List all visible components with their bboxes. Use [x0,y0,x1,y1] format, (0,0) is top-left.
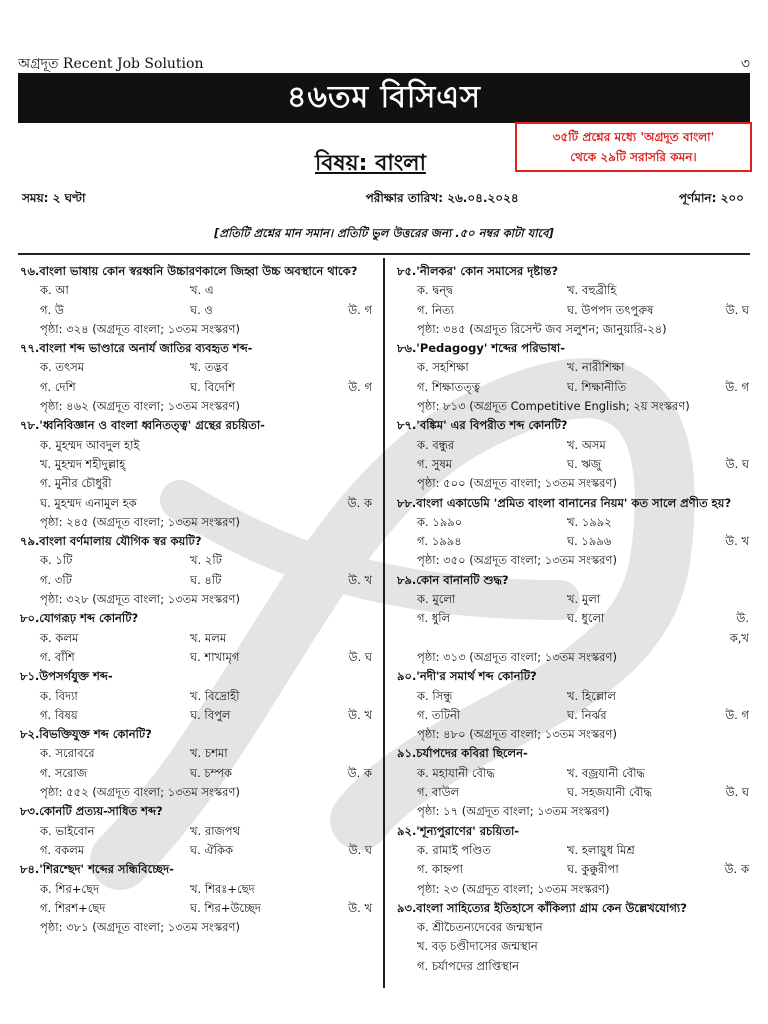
answer-label [717,841,749,860]
column-divider [383,258,385,988]
answer-label [717,358,749,377]
option-a: গ. ১৯৯৪ [417,534,462,549]
option-a: গ. শিরশ+ছেদ [40,900,106,915]
question-text: ৮৩.কোনটি প্রত্যয়-সাধিত শব্দ? [20,804,163,819]
option-a: ক. বন্ধুর [417,437,455,452]
right-column [397,262,749,976]
option-row [397,436,749,455]
option-b: খ. নারীশিক্ষা [567,360,625,375]
option-a: ক. ১টি [40,553,73,568]
option-row [397,764,749,783]
option-a: গ. ৩টি [40,572,72,587]
option-a: ক. সিন্ধু [417,688,453,703]
option-b: ঘ. ও [190,302,213,317]
option-row [20,358,372,377]
option-row [397,687,749,706]
source-reference: পৃষ্ঠা: ২৩ (অগ্রদূত বাংলা; ১৩তম সংস্করণ) [417,881,610,896]
answer-label: উ. ক [347,495,372,510]
answer-label [717,436,749,455]
option-row [397,706,749,725]
option-b: খ. শিরঃ+ছেদ [190,881,255,896]
question-text: ৮৬.'Pedagogy' শব্দের পরিভাষা- [397,341,566,356]
question-text: ৮০.যোগরূঢ় শব্দ কোনটি? [20,611,139,626]
question-block [20,339,372,416]
question-text: ৮৭.'বঙ্কিম' এর বিপরীত শব্দ কোনটি? [397,418,568,433]
option-a: গ. নিত্য [417,302,454,317]
answer-label [340,744,372,763]
question-text: ৭৯.বাংলা বর্ণমালায় যৌগিক স্বর কয়টি? [20,534,202,549]
option-a: ক. মহাযানী বৌদ্ধ [417,765,495,780]
option-a: গ. বিষয় [40,707,78,722]
question-text: ৮২.বিভক্তিযুক্ত শব্দ কোনটি? [20,727,152,742]
option-b: ঘ. ধুলো [567,611,605,626]
option-row [20,822,372,841]
source-reference: পৃষ্ঠা: ৩১৩ (অগ্রদূত বাংলা; ১৩তম সংস্করণ) [417,649,617,664]
source-reference: পৃষ্ঠা: ৫০০ (অগ্রদূত বাংলা; ১৩তম সংস্করণ) [417,476,617,491]
answer-label: উ. ঘ [348,649,372,664]
question-block [397,822,749,899]
answer-label [717,687,749,706]
source-reference: পৃষ্ঠা: ৩৫০ (অগ্রদূত বাংলা; ১৩তম সংস্করণ) [417,553,617,568]
option-row [20,571,372,590]
option-a: গ. ধুলি [417,611,451,626]
question-text: ৭৮.'ধ্বনিবিজ্ঞান ও বাংলা ধ্বনিতত্ত্ব' গ্রন্থের রচয়িতা- [20,418,265,433]
answer-label [717,281,749,300]
option-b: খ. মলম [190,630,227,645]
question-block [397,416,749,493]
option-b: ঘ. সহজযানী বৌদ্ধ [567,785,652,800]
left-column [20,262,372,937]
promo-line-2: থেকে ২৯টি সরাসরি কমন। [570,150,697,164]
source-reference: পৃষ্ঠা: ৫৫২ (অগ্রদূত বাংলা; ১৩তম সংস্করণ) [40,785,240,800]
question-block [20,262,372,339]
option-a: ঘ. মুহম্মদ এনামুল হক [40,495,137,510]
exam-marks: পূর্ণমান: ২০০ [678,191,744,205]
answer-label: উ. গ [348,379,372,394]
question-text: ৮১.উপসর্গযুক্ত শব্দ- [20,669,113,684]
option-a: ক. তৎসম [40,360,85,375]
option-a: গ. তটিনী [417,707,461,722]
promo-box [515,122,752,172]
answer-label [340,358,372,377]
answer-label: উ. ঘ [725,785,749,800]
option-b [190,494,340,513]
source-reference: পৃষ্ঠা: ৩৮১ (অগ্রদূত বাংলা; ১৩তম সংস্করণ) [40,920,240,935]
option-b: ঘ. ১৯৯৬ [567,534,612,549]
question-block [20,609,372,667]
question-block [397,262,749,339]
header-book-title: অগ্রদূত Recent Job Solution [18,56,204,72]
option-row [20,744,372,763]
question-text: ৭৭.বাংলা শব্দ ভাণ্ডারে অনার্য জাতির ব্যবহৃত শব্দ- [20,341,253,356]
option-b: খ. চশমা [190,746,228,761]
option-a: গ. বাঁশি [40,649,75,664]
exam-time: সময়: ২ ঘণ্টা [22,191,86,205]
option-row [20,551,372,570]
question-text: ৮৪.'শিরশ্ছেদ' শব্দের সন্ধিবিচ্ছেদ- [20,862,174,877]
option-b: ঘ. ৪টি [190,572,222,587]
question-text: ৮৯.কোন বানানটি শুদ্ধ? [397,572,509,587]
option-b: ঘ. বিদেশি [190,379,235,394]
marking-note: [প্রতিটি প্রশ্নের মান সমান। প্রতিটি ভুল উত্তরের জন্য .৫০ নম্বর কাটা যাবে] [214,226,554,240]
exam-date: পরীক্ষার তারিখ: ২৬.০৪.২০২৪ [365,191,519,205]
question-text: ৭৬.বাংলা ভাষায় কোন স্বরধ্বনি উচ্চারণকালে জিহ্বা উচ্চ অবস্থানে থাকে? [20,264,358,278]
option-a: ক. মুলো [417,592,456,607]
source-reference: পৃষ্ঠা: ১৭ (অগ্রদূত বাংলা; ১৩তম সংস্করণ) [417,804,610,819]
option-row [20,494,372,513]
option-row [20,301,372,320]
option-b: ঘ. নির্ঝর [567,707,607,722]
option-row [20,687,372,706]
answer-label [717,590,749,609]
question-block [397,744,749,821]
option-row [20,880,372,899]
exam-title-banner [18,73,750,123]
question-block [397,494,749,571]
answer-label [340,281,372,300]
answer-label: উ. গ [725,379,749,394]
question-block [20,416,372,532]
source-reference: পৃষ্ঠা: ৪৮০ (অগ্রদূত বাংলা; ১৩তম সংস্করণ) [417,727,617,742]
answer-label [717,764,749,783]
option-b: খ. বিদ্রোহী [190,688,240,703]
question-block [20,860,372,937]
source-reference: পৃষ্ঠা: ২৪৫ (অগ্রদূত বাংলা; ১৩তম সংস্করণ) [40,514,240,529]
option-b: ঘ. ঋজু [567,456,602,471]
option-row [397,513,749,532]
option-row [397,841,749,860]
option-b: ঘ. কুক্কুরীপা [567,862,619,877]
question-block [397,339,749,416]
answer-label: উ. ঘ [348,842,372,857]
question-block [20,667,372,725]
option-row [397,378,749,397]
option-b: খ. বহুব্রীহি [567,283,617,298]
option-b: খ. অসম [567,437,606,452]
answer-label: উ. খ [725,534,749,549]
question-block [397,571,749,667]
page-number: ৩ [740,56,750,72]
question-block [20,725,372,802]
option-row [20,281,372,300]
option-b: খ. হলায়ুধ মিশ্র [567,842,635,857]
option-a: ক. ১৯৯০ [417,514,463,529]
option-row [397,301,749,320]
question-text: ৯১.চর্যাপদের কবিরা ছিলেন- [397,746,528,761]
answer-label: উ. ক,খ [729,611,749,645]
exam-title: ৪৬তম বিসিএস [287,79,481,115]
option-line: খ. বড় চণ্ডীদাসের জন্মস্থান [417,939,538,954]
option-a: ক. কলম [40,630,79,645]
question-block [397,899,749,976]
option-b: ঘ. শিক্ষানীতি [567,379,627,394]
source-reference: পৃষ্ঠা: ৪৬২ (অগ্রদূত বাংলা; ১৩তম সংস্করণ) [40,399,240,414]
answer-label [340,687,372,706]
question-block [20,532,372,609]
option-row [20,764,372,783]
option-a: ক. শির+ছেদ [40,881,100,896]
option-line: খ. মুহম্মদ শহীদুল্লাহ্ [40,456,126,471]
source-reference: পৃষ্ঠা: ৩২৪ (অগ্রদূত বাংলা; ১৩তম সংস্করণ) [40,321,240,336]
option-a: গ. দেশি [40,379,76,394]
option-b: খ. এ [190,283,214,298]
option-b: খ. বজ্রযানী বৌদ্ধ [567,765,645,780]
option-line: গ. মুনীর চৌধুরী [40,476,112,491]
question-block [20,802,372,860]
source-reference: পৃষ্ঠা: ৮১৩ (অগ্রদূত Competitive English; ২য় সংস্করণ) [417,399,690,414]
option-b: ঘ. শাখামৃগ [190,649,240,664]
answer-label: উ. খ [348,900,372,915]
answer-label [717,513,749,532]
horizontal-rule [18,253,750,255]
question-text: ৯২.'শূন্যপুরাণের' রচয়িতা- [397,823,520,838]
option-row [397,860,749,879]
option-a: গ. বকলম [40,842,85,857]
option-a: গ. শিক্ষাতত্ত্ব [417,379,481,394]
answer-label: উ. খ [348,572,372,587]
option-row [20,841,372,860]
option-b: ঘ. উপপদ তৎপুরুষ [567,302,654,317]
option-a: ক. ভাইবোন [40,823,95,838]
answer-label [340,822,372,841]
option-b: খ. হিল্লোল [567,688,616,703]
option-row [20,648,372,667]
option-a: ক. দ্বন্দ্ব [417,283,453,298]
option-b: খ. ২টি [190,553,222,568]
subject-heading: বিষয়: বাংলা [315,151,426,176]
answer-label [340,629,372,648]
answer-label: উ. ঘ [725,302,749,317]
option-row [397,281,749,300]
option-line: গ. চর্যাপদের প্রাপ্তিস্থান [417,958,519,973]
option-a: গ. কাহ্নপা [417,862,463,877]
option-a: ক. সরোবরে [40,746,95,761]
option-row [397,783,749,802]
question-text: ৯০.'নদী'র সমার্থ শব্দ কোনটি? [397,669,537,684]
option-row [20,706,372,725]
exam-meta [22,190,744,210]
option-row [397,590,749,609]
answer-label [340,880,372,899]
answer-label: উ. ক [724,862,749,877]
source-reference: পৃষ্ঠা: ৩৪৫ (অগ্রদূত রিসেন্ট জব সলুশন; জানুয়ারি-২৪) [417,321,667,336]
option-row [20,899,372,918]
answer-label: উ. খ [348,707,372,722]
option-a: গ. উ [40,302,64,317]
answer-label [340,551,372,570]
option-a: গ. বাউল [417,785,460,800]
option-b: খ. মুলা [567,592,601,607]
option-row [20,378,372,397]
option-b: খ. তদ্ভব [190,360,229,375]
option-b: ঘ. শির+উচ্ছেদ [190,900,261,915]
question-text: ৮৫.'নীলকর' কোন সমাসের দৃষ্টান্ত? [397,264,559,278]
question-text: ৯৩.বাংলা সাহিত্যের ইতিহাসে কাঁকিল্যা গ্রাম কেন উল্লেখযোগ্য? [397,900,687,915]
option-row [397,455,749,474]
option-a: ক. বিদ্যা [40,688,78,703]
answer-label: উ. গ [725,707,749,722]
option-b: খ. ১৯৯২ [567,514,612,529]
option-line: ক. মুহম্মদ আবদুল হাই [40,437,140,452]
answer-label: উ. ঘ [725,456,749,471]
question-block [397,667,749,744]
question-text: ৮৮.বাংলা একাডেমি 'প্রমিত বাংলা বানানের নিয়ম' কত সালে প্রণীত হয়? [397,495,732,510]
option-a: ক. রামাই পণ্ডিত [417,842,491,857]
option-row [20,629,372,648]
option-a: ক. আ [40,283,69,298]
answer-label: উ. গ [348,302,372,317]
option-line: ক. শ্রীচৈতন্যদেবের জন্মস্থান [417,920,543,935]
option-a: গ. সুষম [417,456,453,471]
option-b: ঘ. চম্পক [190,765,232,780]
option-row [397,609,749,648]
option-b: খ. রাজপথ [190,823,241,838]
option-row [397,358,749,377]
option-a: গ. সরোজ [40,765,88,780]
option-b: ঘ. ঐকিক [190,842,234,857]
promo-line-1: ৩৫টি প্রশ্নের মধ্যে 'অগ্রদূত বাংলা' [552,130,715,144]
answer-label: উ. ক [347,765,372,780]
option-row [397,532,749,551]
option-a: ক. সহশিক্ষা [417,360,469,375]
source-reference: পৃষ্ঠা: ৩২৮ (অগ্রদূত বাংলা; ১৩তম সংস্করণ) [40,592,240,607]
option-b: ঘ. বিপুল [190,707,231,722]
